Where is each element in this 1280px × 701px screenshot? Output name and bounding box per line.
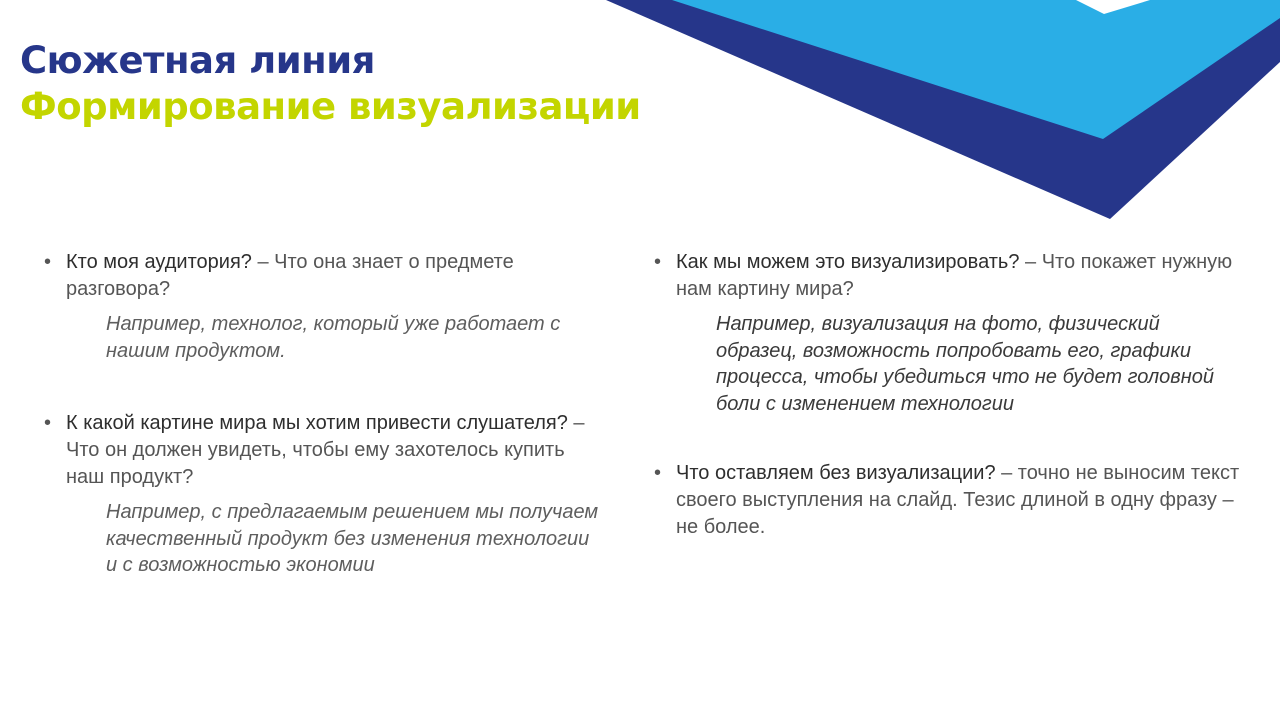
bullet-dot: • — [654, 462, 662, 484]
bullet-item — [654, 460, 1244, 541]
bullet-item — [654, 249, 1244, 303]
slide-title: Сюжетная линия — [20, 39, 375, 82]
bullet-item — [44, 249, 604, 303]
bullet-answer: – Что он должен увидеть, чтобы ему захотелось купить наш продукт? — [66, 412, 585, 488]
bullet-item — [44, 410, 604, 491]
bullet-example: Например, технолог, который уже работает с нашим продуктом. — [106, 313, 561, 362]
bullet-dot: • — [44, 251, 52, 273]
left-column — [44, 249, 604, 579]
title-block — [20, 38, 641, 130]
bullet-example: Например, с предлагаемым решением мы получаем качественный продукт без изменения технологии и с возможностью экономии — [106, 501, 599, 576]
bullet-dot: • — [44, 412, 52, 434]
bullet-question: Что оставляем без визуализации? — [676, 462, 996, 484]
bullet-answer: – точно не выносим текст своего выступления на слайд. Тезис длиной в одну фразу – не более. — [676, 462, 1240, 538]
bullet-question: Как мы можем это визуализировать? — [676, 251, 1020, 273]
bullet-question: Кто моя аудитория? — [66, 251, 252, 273]
slide-subtitle: Формирование визуализации — [20, 85, 641, 128]
bullet-example: Например, визуализация на фото, физический образец, возможность попробовать его, графики процесса, чтобы убедиться что не будет головной боли с изменением технологии — [716, 313, 1214, 415]
right-column — [654, 249, 1244, 541]
bullet-question: К какой картине мира мы хотим привести слушателя? — [66, 412, 568, 434]
bullet-dot: • — [654, 251, 662, 273]
bullet-answer: – Что она знает о предмете разговора? — [66, 251, 514, 300]
bullet-answer: – Что покажет нужную нам картину мира? — [676, 251, 1233, 300]
